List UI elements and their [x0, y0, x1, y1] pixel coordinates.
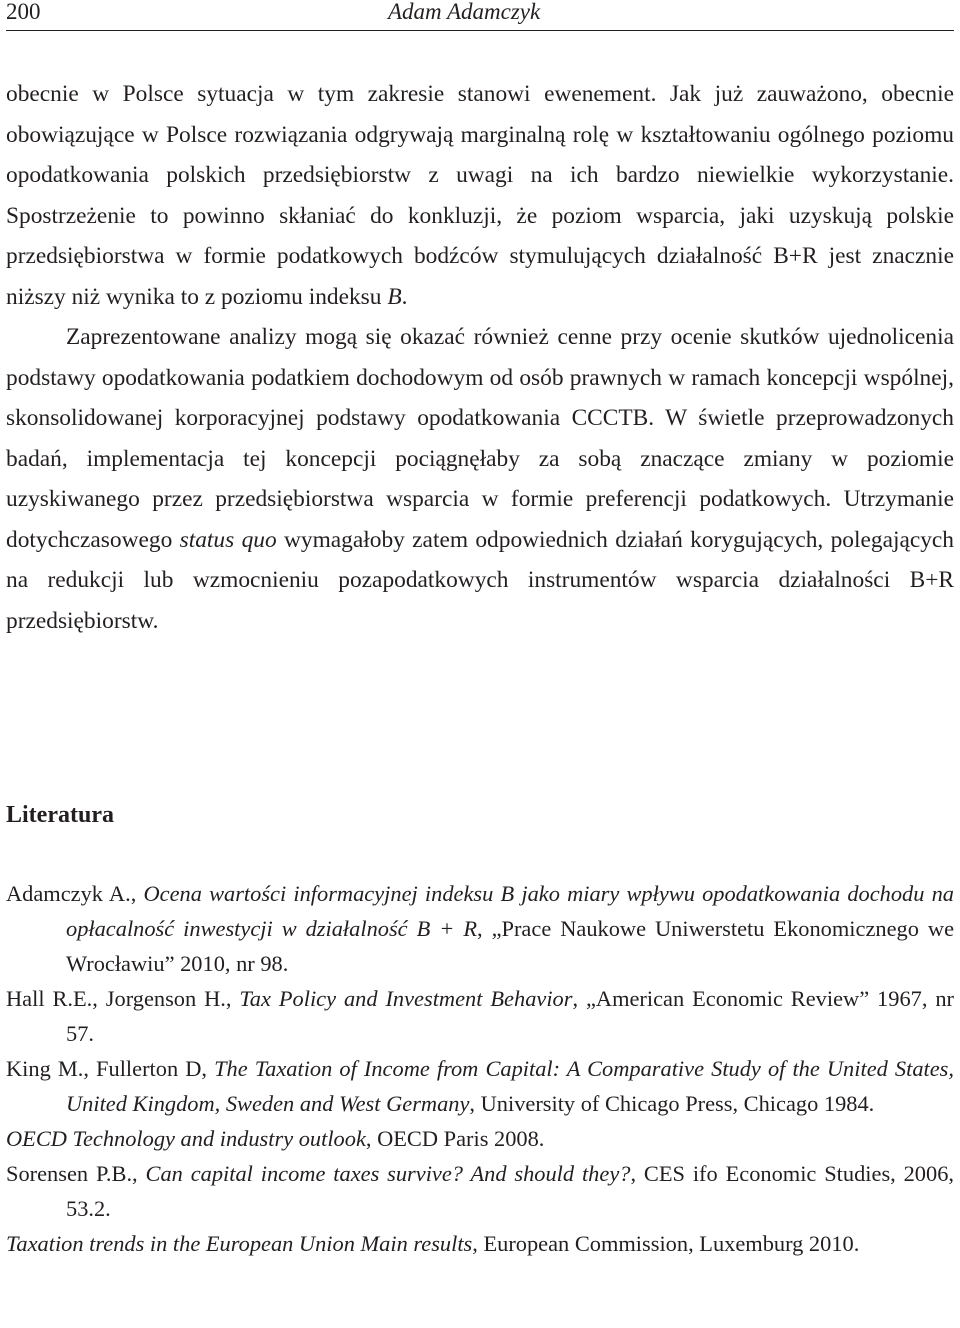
reference-item — [6, 1051, 954, 1121]
text-run: Hall R.E., Jorgenson H., — [6, 986, 240, 1011]
text-run: wymagałoby zatem odpowiednich działań korygujących, polegających na redukcji lub wzmocnieniu pozapodatkowych instrumentów wsparcia działalności B+R przedsiębiorstw. — [6, 526, 954, 634]
paragraph — [6, 317, 954, 641]
italic-text-run: Taxation trends in the European Union Main results — [6, 1231, 473, 1256]
italic-text-run: Ocena wartości informacyjnej indeksu B jako miary wpływu opodatkowania dochodu na opłacalność inwestycji w działalność B + R — [66, 881, 954, 941]
italic-text-run: B — [387, 283, 402, 310]
italic-text-run: The Taxation of Income from Capital: A Comparative Study of the United States, United Kingdom, Sweden and West Germany — [66, 1056, 954, 1116]
section-heading-literature: Literatura — [6, 802, 114, 828]
reference-item — [6, 1156, 954, 1226]
text-run: , European Commission, Luxemburg 2010. — [472, 1231, 860, 1256]
italic-text-run: status quo — [179, 526, 277, 553]
running-header — [6, 0, 954, 31]
text-run: , „American Economic Review” 1967, nr 57. — [66, 986, 955, 1046]
reference-item — [6, 1226, 954, 1261]
text-run: Adamczyk A., — [6, 881, 144, 906]
italic-text-run: OECD Technology and industry outlook — [6, 1126, 366, 1151]
page-number: 200 — [6, 0, 41, 24]
text-run: Zaprezentowane analizy mogą się okazać również cenne przy ocenie skutków ujednolicenia podstawy opodatkowania podatkiem dochodowym od osób prawnych w ramach koncepcji wspólnej, skonsolidowanej korporacyjnej podstawy opodatkowania CCCTB. W świetle przeprowadzonych badań, implementacja tej koncepcji pociągnęłaby za sobą znaczące zmiany w poziomie uzyskiwanego przez przedsiębiorstwa wsparcia w formie preferencji podatkowych. Utrzymanie dotychczasowego — [6, 324, 954, 553]
text-run: obecnie w Polsce sytuacja w tym zakresie stanowi ewenement. Jak już zauważono, obecnie obowiązujące w Polsce rozwiązania odgrywają marginalną rolę w kształtowaniu ogólnego poziomu opodatkowania polskich przedsiębiorstw z uwagi na ich bardzo niewielkie wykorzystanie. Spostrzeżenie to powinno skłaniać do konkluzji, że poziom wsparcia, jaki uzyskują polskie przedsiębiorstwa w formie podatkowych bodźców stymulujących działalność B+R jest znacznie niższy niż wynika to z poziomu indeksu — [6, 81, 954, 310]
text-run: , University of Chicago Press, Chicago 1984. — [469, 1091, 875, 1116]
text-run: . — [401, 283, 408, 310]
reference-item — [6, 981, 954, 1051]
reference-item — [6, 1121, 954, 1156]
text-run: , OECD Paris 2008. — [365, 1126, 545, 1151]
paragraph — [6, 74, 954, 317]
italic-text-run: Can capital income taxes survive? And should they? — [145, 1161, 631, 1186]
italic-text-run: Tax Policy and Investment Behavior — [239, 986, 573, 1011]
body-text — [6, 74, 954, 641]
text-run: Sorensen P.B., — [6, 1161, 146, 1186]
text-run: , CES ifo Economic Studies, 2006, 53.2. — [66, 1161, 954, 1221]
running-head-author: Adam Adamczyk — [388, 0, 541, 24]
text-run: , „Prace Naukowe Uniwerstetu Ekonomicznego we Wrocławiu” 2010, nr 98. — [66, 916, 955, 976]
reference-item — [6, 876, 954, 981]
reference-list — [6, 876, 954, 1261]
document-page — [6, 0, 955, 1256]
text-run: King M., Fullerton D, — [6, 1056, 215, 1081]
